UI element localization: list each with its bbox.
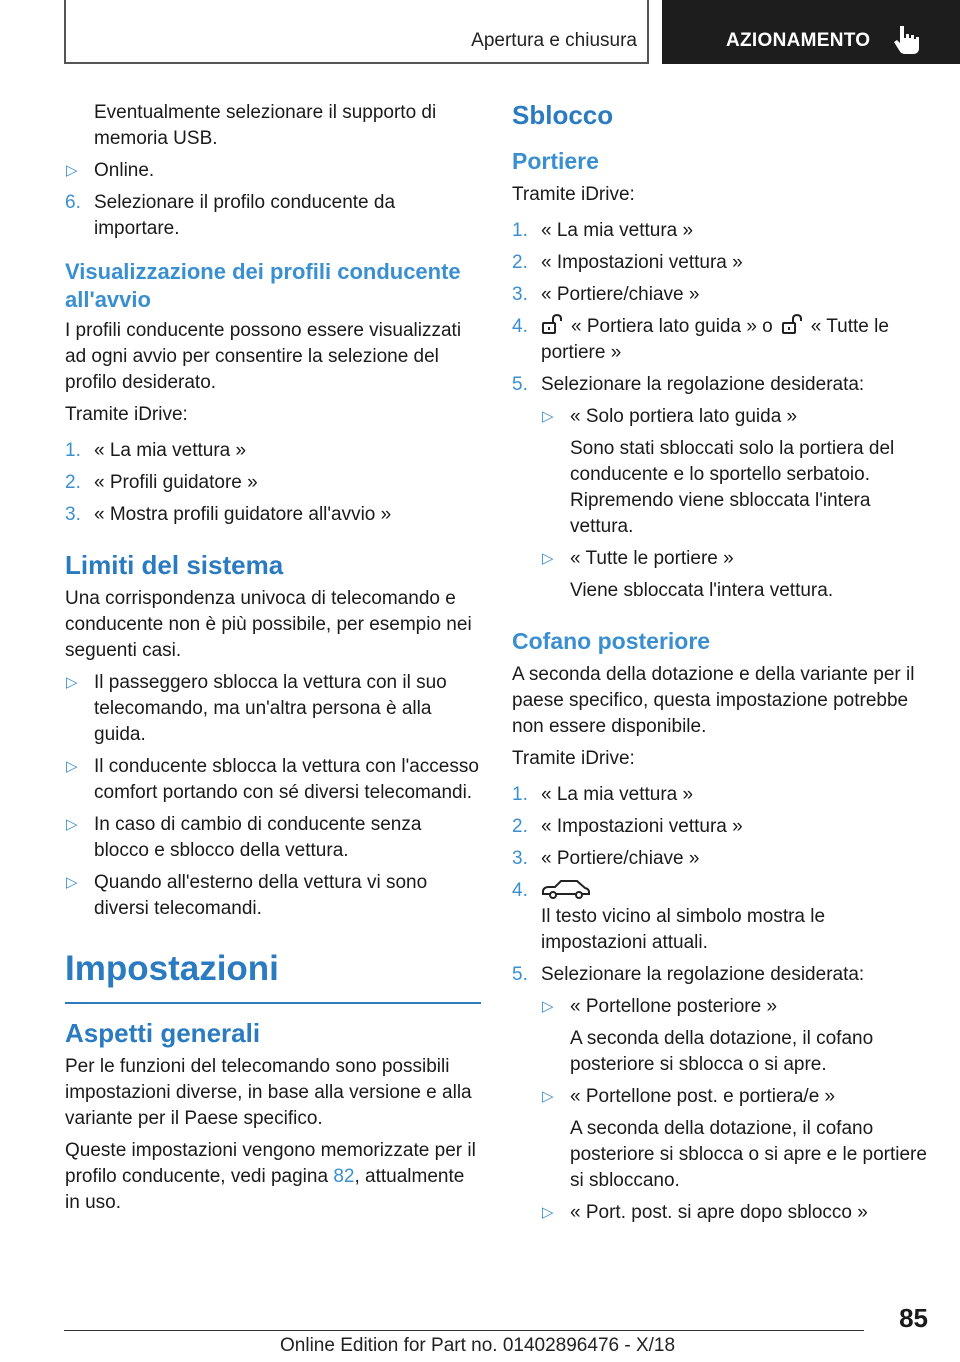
list-item-text: Quando all'esterno della vettura vi sono diversi telecomandi. [94,872,428,919]
paragraph: Una corrispondenza univoca di telecomando e conducente non è più possibile, per esempio nei seguenti casi. [65,588,472,661]
header-chapter-title: AZIONAMENTO [726,30,871,51]
step-text: « Tutte le portiere » [541,316,889,363]
paragraph-text: , attualmente in uso. [65,1166,465,1213]
cofano-steps [512,782,928,988]
step-number: 3. [512,284,528,305]
portiere-options [541,546,928,572]
cofano-options [541,1084,928,1110]
step-item [512,878,928,956]
step-item [512,282,928,308]
limiti-list [65,670,481,922]
unlock-driver-door-icon [541,314,565,336]
heading-portiere: Portiere [512,148,599,174]
step-item [512,372,928,398]
option-description: Viene sbloccata l'intera vettura. [570,580,834,601]
option-label: « Portellone post. e portiera/e » [570,1086,836,1107]
step-text: « Portiera lato guida » o [571,316,773,337]
step-number: 2. [512,252,528,273]
triangle-bullet-icon: ▷ [542,408,554,425]
heading-visualizzazione: Visualizzazione dei profili conducente all'avvio [65,259,461,312]
step-number: 2. [512,816,528,837]
paragraph: I profili conducente possono essere visualizzati ad ogni avvio per consentire la selezione del profilo desiderato. [65,320,462,393]
step-text: « Portiere/chiave » [541,284,700,305]
intro-continuation: Eventualmente selezionare il supporto di memoria USB. [94,102,437,149]
portiere-options [541,404,928,430]
step-number: 4. [512,880,528,901]
vis-steps [65,438,481,528]
paragraph-text: Queste impostazioni vengono memorizzate per il profilo conducente, vedi pagina [65,1140,476,1187]
step-text: « Impostazioni vettura » [541,816,743,837]
step-number: 1. [512,220,528,241]
list-item [65,812,481,864]
step-text: « Mostra profili guidatore all'avvio » [94,504,392,525]
option-item [541,1084,928,1110]
option-item [541,546,928,572]
step-item [65,438,481,464]
step-text: « La mia vettura » [541,220,694,241]
footer-rule [64,1330,864,1331]
step-text: « Portiere/chiave » [541,848,700,869]
triangle-bullet-icon: ▷ [66,816,78,833]
step-number: 1. [512,784,528,805]
step-item [65,502,481,528]
tramite-idrive: Tramite iDrive: [512,748,635,769]
step-text: Selezionare il profilo conducente da importare. [94,192,396,239]
list-item [65,158,481,184]
step-item [512,314,928,366]
right-column [512,100,928,1232]
page-number: 85 [899,1303,928,1333]
step-number: 3. [512,848,528,869]
list-item-text: Il passeggero sblocca la vettura con il suo telecomando, ma un'altra persona è alla guida. [94,672,447,745]
step-number: 1. [65,440,81,461]
left-column [65,100,481,1222]
paragraph: Per le funzioni del telecomando sono possibili impostazioni diverse, in base alla versione e alla variante per il Paese specifico. [65,1056,472,1129]
triangle-bullet-icon: ▷ [66,758,78,775]
heading-cofano-posteriore: Cofano posteriore [512,628,711,654]
triangle-bullet-icon: ▷ [66,162,78,179]
step-text: Selezionare la regolazione desiderata: [541,374,865,395]
step-item [512,218,928,244]
list-item [65,870,481,922]
step-text: « La mia vettura » [541,784,694,805]
heading-impostazioni: Impostazioni [65,948,481,1004]
step-item [65,190,481,242]
step-item [512,782,928,808]
option-label: « Tutte le portiere » [570,548,734,569]
paragraph-with-link [65,1138,481,1216]
list-item [65,670,481,748]
step-item [65,470,481,496]
option-label: « Portellone posteriore » [570,996,778,1017]
page-link[interactable]: 82 [333,1166,355,1187]
option-label: « Port. post. si apre dopo sblocco » [570,1202,868,1223]
tramite-idrive: Tramite iDrive: [512,184,635,205]
step-item [512,962,928,988]
list-item [65,754,481,806]
heading-sblocco: Sblocco [512,100,614,130]
hand-pointer-icon [892,24,922,56]
cofano-options [541,1200,928,1226]
step-text: Selezionare la regolazione desiderata: [541,964,865,985]
option-description: A seconda della dotazione, il cofano posteriore si sblocca o si apre. [570,1028,874,1075]
cofano-options [541,994,928,1020]
triangle-bullet-icon: ▷ [542,1088,554,1105]
step-item [512,250,928,276]
heading-limiti: Limiti del sistema [65,550,284,580]
step-number: 2. [65,472,81,493]
option-item [541,404,928,430]
step-number: 5. [512,964,528,985]
option-item [541,994,928,1020]
step-number: 5. [512,374,528,395]
footer-edition: Online Edition for Part no. 01402896476 - X/18 [280,1335,676,1356]
option-label: « Solo portiera lato guida » [570,406,798,427]
step-text: « Profili guidatore » [94,472,258,493]
step-number: 4. [512,316,528,337]
unlock-all-doors-icon [781,314,805,336]
step-description: Il testo vicino al simbolo mostra le impostazioni attuali. [541,906,826,953]
triangle-bullet-icon: ▷ [66,674,78,691]
car-tailgate-icon [541,878,591,900]
step6-list [65,190,481,242]
step-number: 3. [65,504,81,525]
step-text: « La mia vettura » [94,440,247,461]
heading-aspetti-generali: Aspetti generali [65,1018,261,1048]
option-item [541,1200,928,1226]
option-description: A seconda della dotazione, il cofano posteriore si sblocca o si apre e le portiere si sbloccano. [570,1118,927,1191]
triangle-bullet-icon: ▷ [542,998,554,1015]
triangle-bullet-icon: ▷ [542,1204,554,1221]
tramite-idrive: Tramite iDrive: [65,404,188,425]
list-item-text: Il conducente sblocca la vettura con l'accesso comfort portando con sé diversi telecomandi. [94,756,479,803]
triangle-bullet-icon: ▷ [66,874,78,891]
intro-list [65,158,481,184]
header-section-title: Apertura e chiusura [471,30,637,51]
portiere-steps [512,218,928,398]
list-item-text: Online. [94,160,155,181]
step-item [512,846,928,872]
list-item-text: In caso di cambio di conducente senza blocco e sblocco della vettura. [94,814,422,861]
paragraph: A seconda della dotazione e della variante per il paese specifico, questa impostazione potrebbe non essere disponibile. [512,664,915,737]
step-text: « Impostazioni vettura » [541,252,743,273]
option-description: Sono stati sbloccati solo la portiera del conducente e lo sportello serbatoio. Ripremendo viene sbloccata l'intera vettura. [570,438,895,537]
step-number: 6. [65,192,81,213]
step-item [512,814,928,840]
triangle-bullet-icon: ▷ [542,550,554,567]
